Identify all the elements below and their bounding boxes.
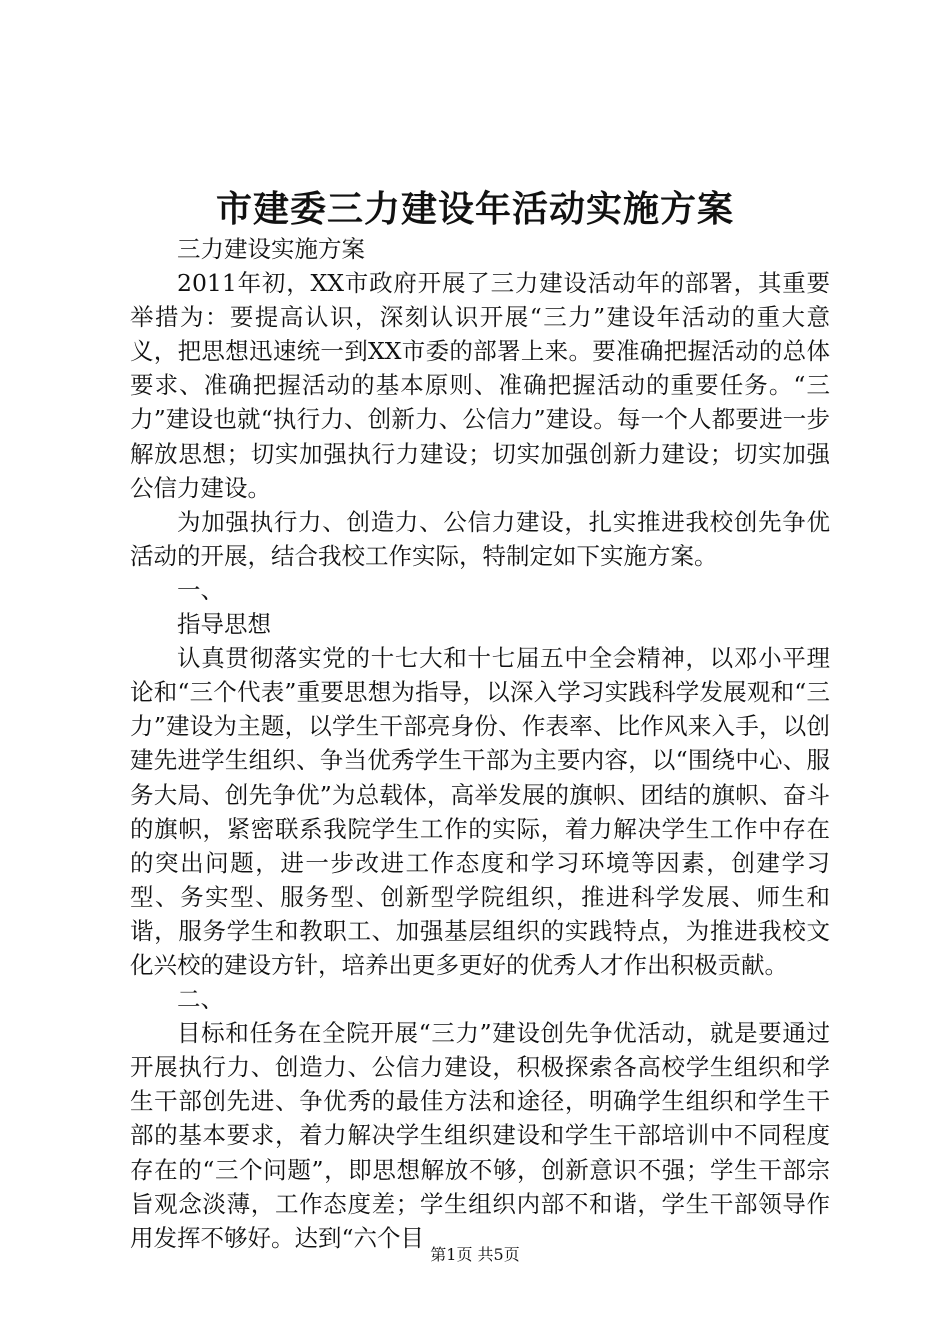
page-footer: 第1页 共5页 — [430, 1245, 520, 1264]
section-heading-guiding-thought: 指导思想 — [177, 610, 271, 639]
document-body — [130, 232, 830, 1255]
section-number-2: 二、 — [177, 985, 224, 1014]
paragraph-intro: 2011年初，XX市政府开展了三力建设活动年的部署，其重要举措为：要提高认识，深刻认识开展“三力”建设年活动的重大意义，把思想迅速统一到XX市委的部署上来。要准确把握活动的总体要求、准确把握活动的基本原则、准确把握活动的重要任务。“三力”建设也就“执行力、创新力、公信力”建设。每一个人都要进一步解放思想；切实加强执行力建设；切实加强创新力建设；切实加强公信力建设。 — [130, 269, 830, 502]
paragraph-goals-tasks: 目标和任务在全院开展“三力”建设创先争优活动，就是要通过开展执行力、创造力、公信力建设，积极探索各高校学生组织和学生干部创先进、争优秀的最佳方法和途径，明确学生组织和学生干部的基本要求，着力解决学生组织建设和学生干部培训中不同程度存在的“三个问题”，即思想解放不够，创新意识不强；学生干部宗旨观念淡薄，工作态度差；学生组织内部不和谐，学生干部领导作用发挥不够好。达到“六个目 — [130, 1019, 830, 1252]
paragraph-purpose: 为加强执行力、创造力、公信力建设，扎实推进我校创先争优活动的开展，结合我校工作实际，特制定如下实施方案。 — [130, 507, 830, 570]
paragraph-guiding-thought: 认真贯彻落实党的十七大和十七届五中全会精神，以邓小平理论和“三个代表”重要思想为指导，以深入学习实践科学发展观和“三力”建设为主题，以学生干部亮身份、作表率、比作风来入手，以创建先进学生组织、争当优秀学生干部为主要内容，以“围绕中心、服务大局、创先争优”为总载体，高举发展的旗帜、团结的旗帜、奋斗的旗帜，紧密联系我院学生工作的实际，着力解决学生工作中存在的突出问题，进一步改进工作态度和学习环境等因素，创建学习型、务实型、服务型、创新型学院组织，推进科学发展、师生和谐，服务学生和教职工、加强基层组织的实践特点，为推进我校文化兴校的建设方针，培养出更多更好的优秀人才作出积极贡献。 — [130, 644, 830, 979]
document-title: 市建委三力建设年活动实施方案 — [215, 188, 734, 230]
section-number-1: 一、 — [177, 575, 224, 604]
paragraph-subtitle: 三力建设实施方案 — [177, 235, 365, 263]
